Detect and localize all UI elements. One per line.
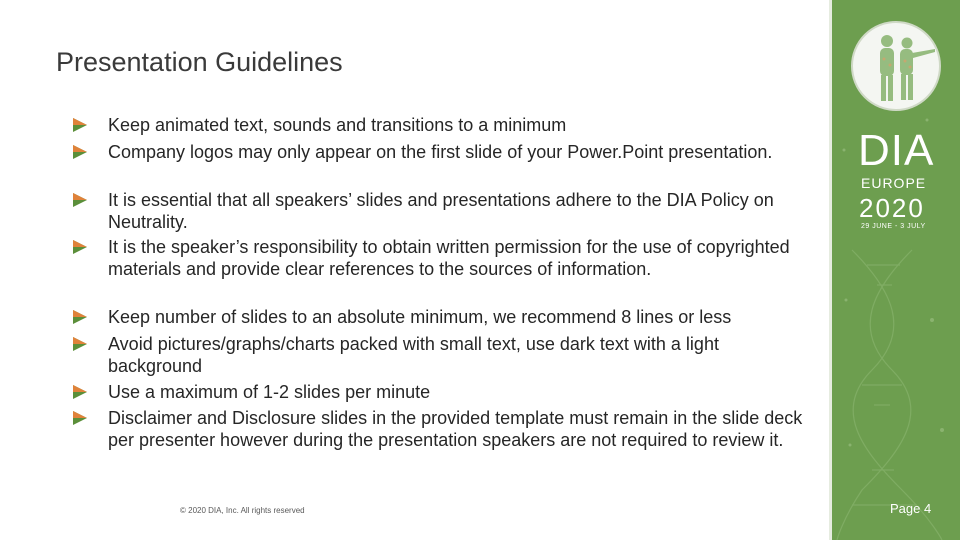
bullet-text: Disclaimer and Disclosure slides in the provided template must remain in the slide deck per presenter however during the presentation speakers are not required to review it. (108, 408, 803, 450)
bullet-text: Avoid pictures/graphs/charts packed with small text, use dark text with a light background (108, 334, 719, 376)
bullet-text: Keep number of slides to an absolute minimum, we recommend 8 lines or less (108, 307, 732, 327)
bullet-text: It is essential that all speakers’ slides and presentations adhere to the DIA Policy on Neutrality. (108, 190, 774, 232)
triangle-bullet-icon (73, 337, 87, 351)
page-number: Page 4 (890, 501, 932, 516)
bullet-text: It is the speaker’s responsibility to obtain written permission for the use of copyrighted materials and provide clear references to the sources of information. (108, 237, 790, 279)
human-figures-badge-icon (851, 21, 941, 111)
bullet-text: Keep animated text, sounds and transitions to a minimum (108, 115, 567, 135)
bullet-text: Use a maximum of 1-2 slides per minute (108, 382, 431, 402)
event-region: EUROPE (861, 175, 927, 191)
footer-copyright: © 2020 DIA, Inc. All rights reserved (180, 506, 305, 515)
triangle-bullet-icon (73, 193, 87, 207)
brand-sidebar (832, 0, 960, 540)
triangle-bullet-icon (73, 385, 87, 399)
event-year: 2020 (859, 193, 925, 223)
dia-logo: DIA (858, 126, 935, 175)
triangle-bullet-icon (73, 411, 87, 425)
slide-title: Presentation Guidelines (56, 47, 343, 77)
triangle-bullet-icon (73, 145, 87, 159)
triangle-bullet-icon (73, 240, 87, 254)
bullet-text: Company logos may only appear on the first slide of your Power.Point presentation. (108, 142, 773, 162)
triangle-bullet-icon (73, 310, 87, 324)
triangle-bullet-icon (73, 118, 87, 132)
event-dates: 29 JUNE - 3 JULY (861, 223, 926, 230)
